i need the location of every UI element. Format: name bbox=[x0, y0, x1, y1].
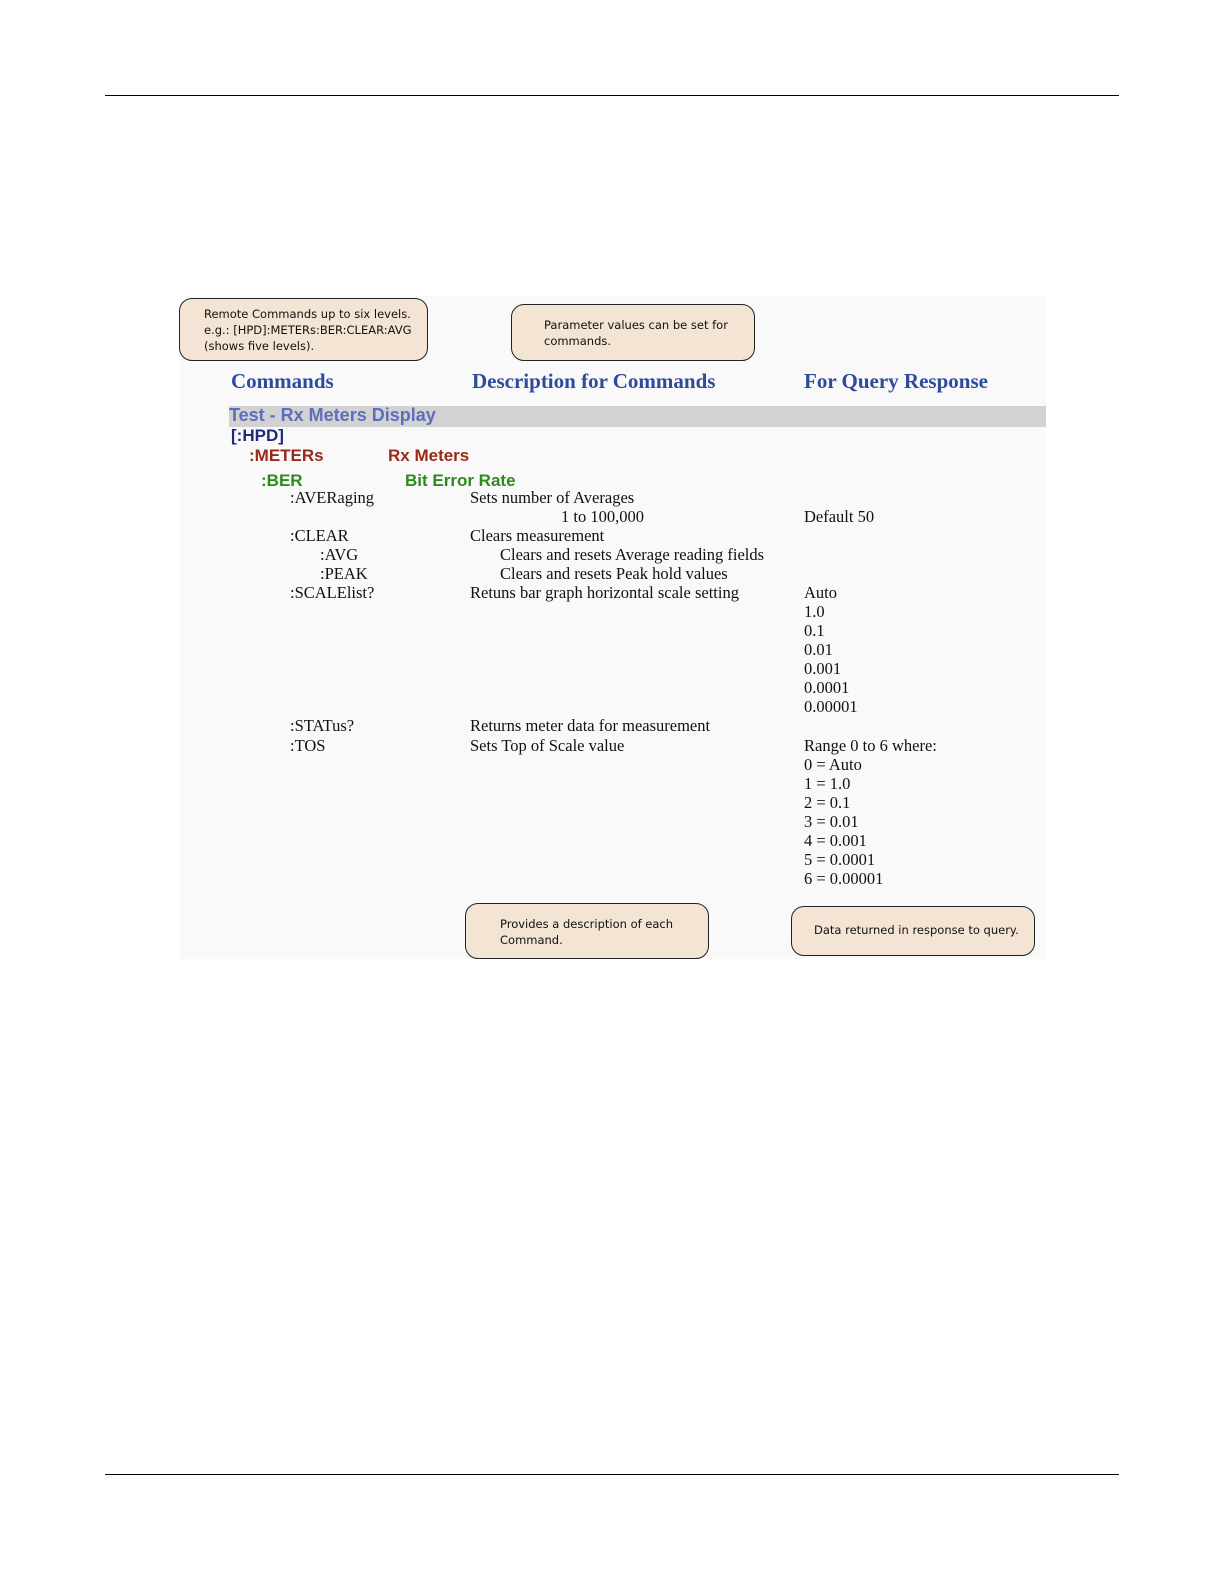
callout-line: e.g.: [HPD]:METERs:BER:CLEAR:AVG bbox=[204, 323, 412, 337]
tree-node-meters-description: Rx Meters bbox=[388, 446, 470, 465]
response-averaging: Default 50 bbox=[804, 507, 875, 526]
callout-line: Command. bbox=[500, 933, 563, 947]
callout-line: Data returned in response to query. bbox=[814, 923, 1019, 937]
response-scalelist: 1.0 bbox=[804, 602, 825, 621]
section-bar bbox=[229, 406, 1046, 427]
callout-line: Parameter values can be set for bbox=[544, 318, 728, 332]
response-scalelist: Auto bbox=[804, 583, 837, 602]
description-clear: Clears measurement bbox=[470, 526, 605, 545]
response-tos: 2 = 0.1 bbox=[804, 793, 851, 812]
response-tos: 6 = 0.00001 bbox=[804, 869, 884, 888]
callout-command-levels bbox=[179, 298, 428, 361]
description-averaging: Sets number of Averages bbox=[470, 488, 635, 507]
command-avg: :AVG bbox=[320, 545, 359, 564]
callout-query-response bbox=[791, 906, 1035, 956]
response-scalelist: 0.0001 bbox=[804, 678, 850, 697]
tree-node-ber: :BER bbox=[261, 471, 303, 490]
tree-node-meters: :METERs bbox=[249, 446, 324, 465]
response-tos: 0 = Auto bbox=[804, 755, 862, 774]
callout-description bbox=[465, 903, 709, 959]
response-scalelist: 0.01 bbox=[804, 640, 833, 659]
command-peak: :PEAK bbox=[320, 564, 368, 583]
tree-root-hpd: [:HPD] bbox=[231, 426, 284, 445]
command-status: :STATus? bbox=[290, 716, 355, 735]
parameter-averaging: 1 to 100,000 bbox=[561, 507, 644, 526]
callout-parameter-values bbox=[511, 304, 755, 361]
column-header-commands: Commands bbox=[231, 369, 334, 393]
command-clear: :CLEAR bbox=[290, 526, 349, 545]
header-rule bbox=[105, 95, 1119, 96]
response-tos: 5 = 0.0001 bbox=[804, 850, 876, 869]
column-header-description: Description for Commands bbox=[472, 369, 716, 393]
footer-rule bbox=[105, 1474, 1119, 1475]
command-scalelist: :SCALElist? bbox=[290, 583, 375, 602]
response-scalelist: 0.001 bbox=[804, 659, 842, 678]
response-scalelist: 0.1 bbox=[804, 621, 825, 640]
callout-line: Remote Commands up to six levels. bbox=[204, 307, 411, 321]
description-tos: Sets Top of Scale value bbox=[470, 736, 625, 755]
description-scalelist: Retuns bar graph horizontal scale setting bbox=[470, 583, 739, 602]
command-tos: :TOS bbox=[290, 736, 326, 755]
command-averaging: :AVERaging bbox=[290, 488, 375, 507]
tree-node-ber-description: Bit Error Rate bbox=[405, 471, 516, 490]
callout-line: (shows five levels). bbox=[204, 339, 315, 353]
description-peak: Clears and resets Peak hold values bbox=[500, 564, 728, 583]
callout-line: commands. bbox=[544, 334, 612, 348]
section-title: Test - Rx Meters Display bbox=[229, 405, 436, 425]
response-tos: 4 = 0.001 bbox=[804, 831, 867, 850]
response-tos: Range 0 to 6 where: bbox=[804, 736, 937, 755]
description-avg: Clears and resets Average reading fields bbox=[500, 545, 765, 564]
response-tos: 3 = 0.01 bbox=[804, 812, 859, 831]
command-tree-figure bbox=[180, 296, 1046, 959]
response-tos: 1 = 1.0 bbox=[804, 774, 851, 793]
callout-line: Provides a description of each bbox=[500, 917, 674, 931]
response-scalelist: 0.00001 bbox=[804, 697, 858, 716]
column-header-query-response: For Query Response bbox=[804, 369, 988, 393]
description-status: Returns meter data for measurement bbox=[470, 716, 711, 735]
